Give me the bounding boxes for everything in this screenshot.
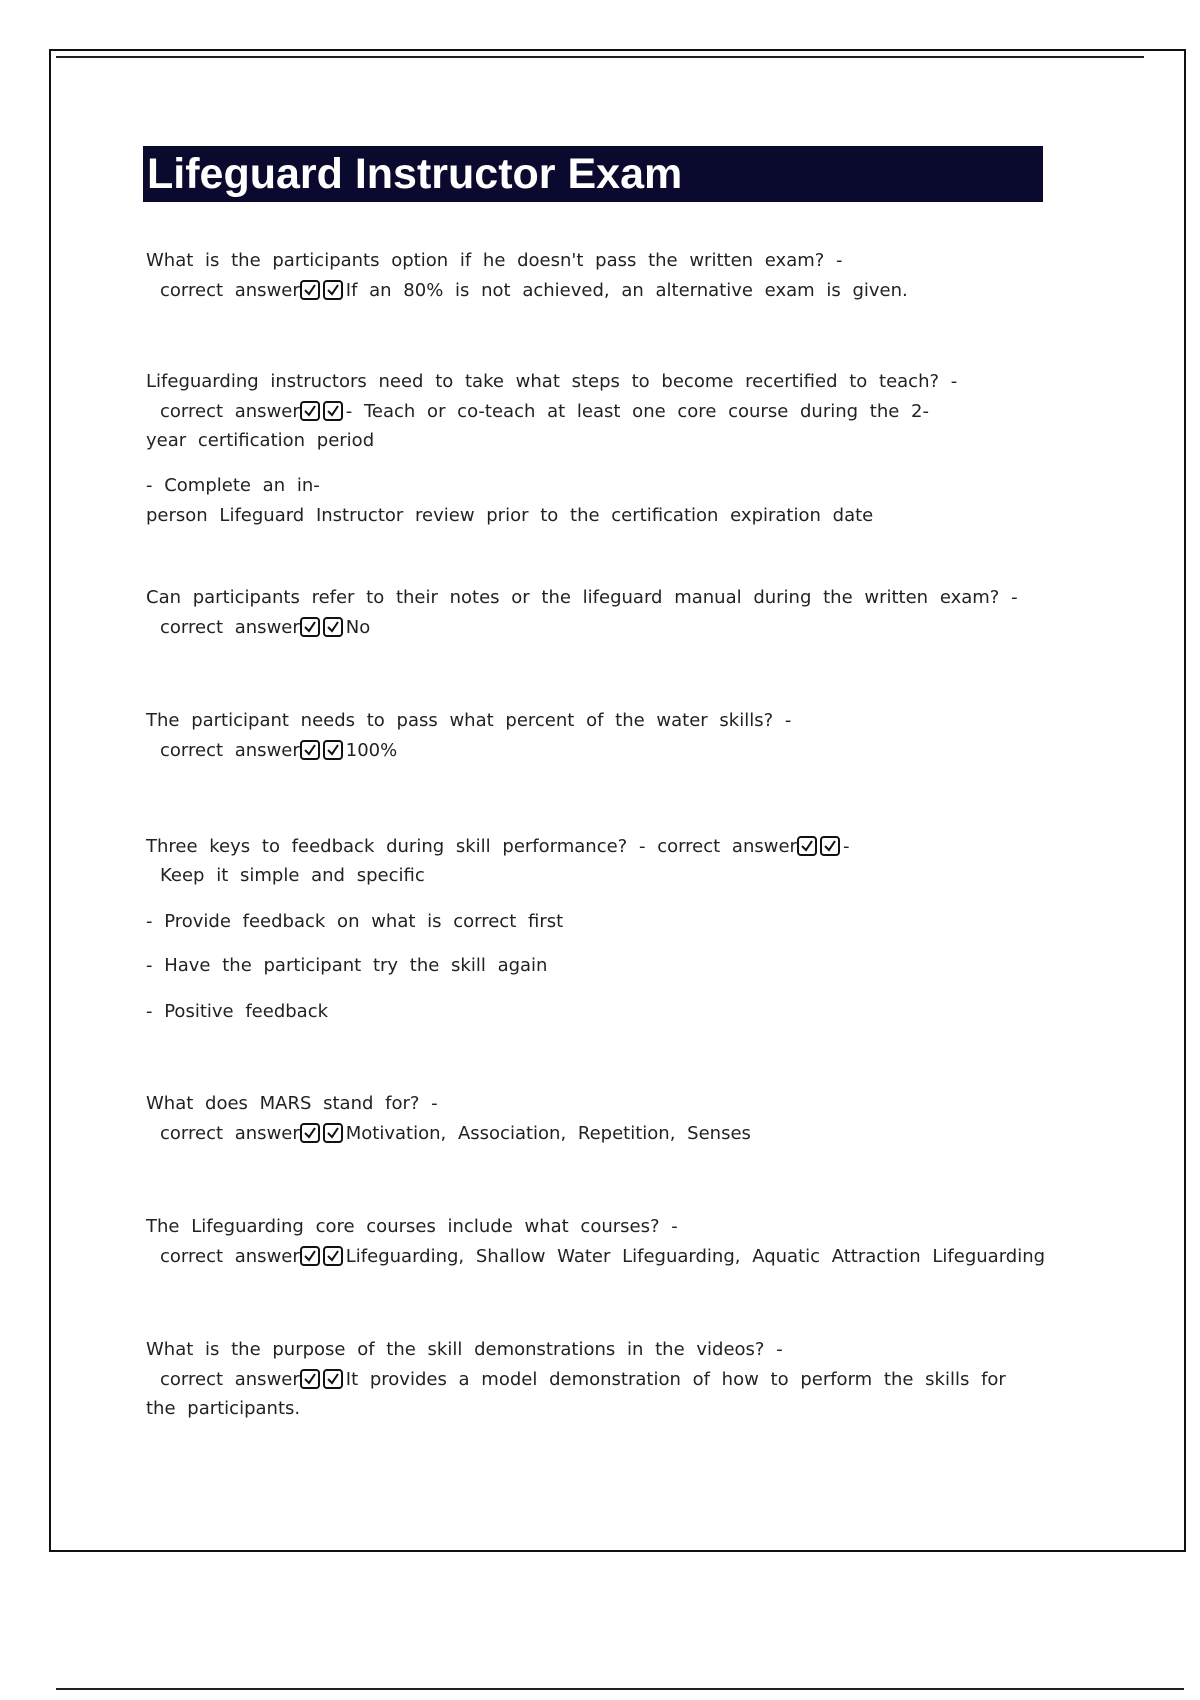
answer-text-continued: the participants. — [146, 1398, 301, 1419]
checkbox-icon — [820, 836, 840, 856]
checkbox-icon — [323, 617, 343, 637]
answer-line — [146, 1365, 1096, 1395]
checkbox-icon — [300, 1369, 320, 1389]
qa-item — [146, 367, 1096, 532]
page-title: Lifeguard Instructor Exam — [143, 146, 1043, 202]
question-text: Three keys to feedback during skill performance? - — [146, 836, 646, 857]
checkbox-icon — [300, 740, 320, 760]
answer-label: correct answer — [160, 280, 300, 301]
bottom-rule — [56, 1688, 1184, 1690]
checkbox-icon — [300, 617, 320, 637]
checkbox-icon — [300, 1246, 320, 1266]
answer-label: correct answer — [160, 1123, 300, 1144]
checkbox-icon — [300, 280, 320, 300]
answer-text: No — [345, 617, 371, 638]
qa-item — [146, 583, 1096, 643]
question-text: What is the purpose of the skill demonstrations in the videos? - — [146, 1339, 783, 1360]
answer-extra: - Complete an in- — [146, 475, 320, 496]
qa-item — [146, 706, 1096, 766]
qa-item — [146, 1089, 1096, 1149]
answer-text: Lifeguarding, Shallow Water Lifeguarding, Aquatic Attraction Lifeguarding — [345, 1246, 1046, 1267]
question-text: Lifeguarding instructors need to take what steps to become recertified to teach? - — [146, 371, 958, 392]
qa-item — [146, 1212, 1096, 1272]
checkbox-icon — [323, 401, 343, 421]
answer-text: 100% — [345, 740, 398, 761]
question-text: The Lifeguarding core courses include what courses? - — [146, 1216, 678, 1237]
answer-label: correct answer — [160, 1369, 300, 1390]
qa-list — [146, 246, 1096, 1423]
feedback-bullet: - Provide feedback on what is correct first — [146, 911, 564, 932]
answer-label: correct answer — [160, 617, 300, 638]
answer-line — [146, 1119, 1096, 1149]
checkbox-icon — [323, 1246, 343, 1266]
answer-text-continued: year certification period — [146, 430, 375, 451]
qa-item — [146, 246, 1096, 306]
checkbox-icon — [300, 401, 320, 421]
checkbox-icon — [323, 1369, 343, 1389]
qa-item — [146, 832, 1096, 1026]
question-text: The participant needs to pass what percent of the water skills? - — [146, 710, 792, 731]
answer-label: correct answer — [160, 1246, 300, 1267]
answer-label: correct answer — [160, 401, 300, 422]
checkbox-icon — [300, 1123, 320, 1143]
answer-line — [146, 1242, 1096, 1272]
feedback-bullet: - Have the participant try the skill again — [146, 955, 548, 976]
top-rule — [56, 56, 1144, 58]
answer-line — [146, 736, 1096, 766]
answer-label: correct answer — [160, 740, 300, 761]
question-answer-line — [146, 832, 1096, 862]
checkbox-icon — [323, 1123, 343, 1143]
answer-line — [146, 276, 1096, 306]
answer-label: correct answer — [657, 836, 797, 857]
answer-text: It provides a model demonstration of how to perform the skills for — [345, 1369, 1006, 1390]
answer-text: Motivation, Association, Repetition, Senses — [345, 1123, 751, 1144]
question-text: What does MARS stand for? - — [146, 1093, 438, 1114]
answer-text: - Teach or co-teach at least one core course during the 2- — [345, 401, 930, 422]
answer-line — [146, 613, 1096, 643]
answer-text: If an 80% is not achieved, an alternative exam is given. — [345, 280, 908, 301]
question-text: What is the participants option if he doesn't pass the written exam? - — [146, 250, 843, 271]
checkbox-icon — [323, 280, 343, 300]
answer-line — [146, 397, 1096, 427]
answer-text: - — [842, 836, 850, 857]
question-text: Can participants refer to their notes or the lifeguard manual during the written exam? - — [146, 587, 1018, 608]
answer-extra-continued: person Lifeguard Instructor review prior to the certification expiration date — [146, 505, 874, 526]
checkbox-icon — [323, 740, 343, 760]
qa-item — [146, 1335, 1096, 1423]
feedback-bullet: - Positive feedback — [146, 1001, 329, 1022]
answer-text-continued: Keep it simple and specific — [160, 865, 425, 886]
checkbox-icon — [797, 836, 817, 856]
